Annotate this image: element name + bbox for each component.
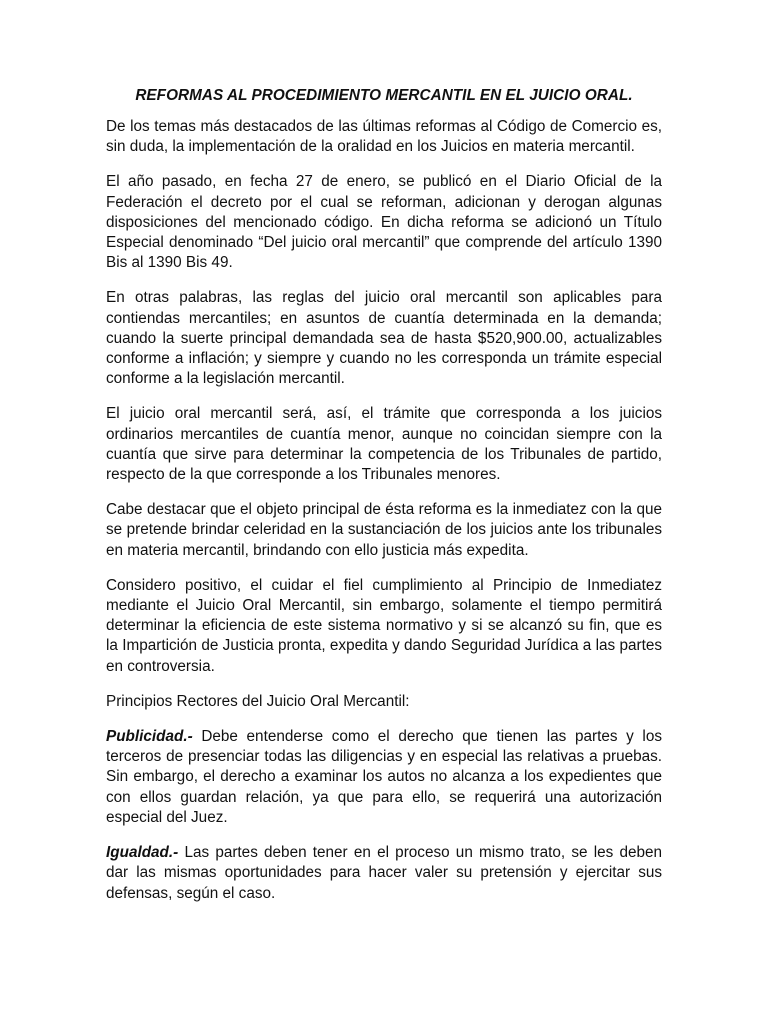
principio-igualdad: [106, 843, 662, 904]
paragraph-3: En otras palabras, las reglas del juicio oral mercantil son aplicables para contiendas mercantiles; en asuntos de cuantía determinada en la demanda; cuando la suerte principal demandada sea de hasta $520,900.00, actualizables conforme a inflación; y siempre y cuando no les corresponda un trámite especial conforme a la legislación mercantil.: [106, 289, 662, 388]
document-title: REFORMAS AL PROCEDIMIENTO MERCANTIL EN EL JUICIO ORAL.: [135, 87, 633, 104]
principio-text: Debe entenderse como el derecho que tienen las partes y los terceros de presenciar todas las diligencias y en especial las relativas a pruebas. Sin embargo, el derecho a examinar los autos no alcanza a los expedientes que con ellos guardan relación, ya que para ello, se requerirá una autorización especial del Juez.: [106, 728, 662, 826]
principio-label: Publicidad.-: [106, 728, 193, 746]
paragraph-5: Cabe destacar que el objeto principal de ésta reforma es la inmediatez con la que se pretende brindar celeridad en la sustanciación de los juicios ante los tribunales en materia mercantil, brindando con ello justicia más expedita.: [106, 501, 662, 559]
principio-label: Igualdad.-: [106, 844, 179, 862]
paragraph-4: El juicio oral mercantil será, así, el trámite que corresponda a los juicios ordinarios mercantiles de cuantía menor, aunque no coincidan siempre con la cuantía que sirve para determinar la competencia de los Tribunales de partido, respecto de la que corresponde a los Tribunales menores.: [106, 405, 662, 484]
principio-text: Las partes deben tener en el proceso un mismo trato, se les deben dar las mismas oportunidades para hacer valer su pretensión y ejercitar sus defensas, según el caso.: [106, 844, 662, 902]
principios-heading: Principios Rectores del Juicio Oral Mercantil:: [106, 692, 410, 710]
principio-publicidad: [106, 727, 662, 828]
paragraph-6: Considero positivo, el cuidar el fiel cumplimiento al Principio de Inmediatez mediante el Juicio Oral Mercantil, sin embargo, solamente el tiempo permitirá determinar la eficiencia de este sistema normativo y si se alcanzó su fin, que es la Impartición de Justicia pronta, expedita y dando Seguridad Jurídica a las partes en controversia.: [106, 576, 662, 675]
paragraph-1: De los temas más destacados de las últimas reformas al Código de Comercio es, sin duda, la implementación de la oralidad en los Juicios en materia mercantil.: [106, 118, 662, 156]
paragraph-2: El año pasado, en fecha 27 de enero, se publicó en el Diario Oficial de la Federación el decreto por el cual se reforman, adicionan y derogan algunas disposiciones del mencionado código. En dicha reforma se adicionó un Título Especial denominado “Del juicio oral mercantil” que comprende del artículo 1390 Bis al 1390 Bis 49.: [106, 173, 662, 272]
